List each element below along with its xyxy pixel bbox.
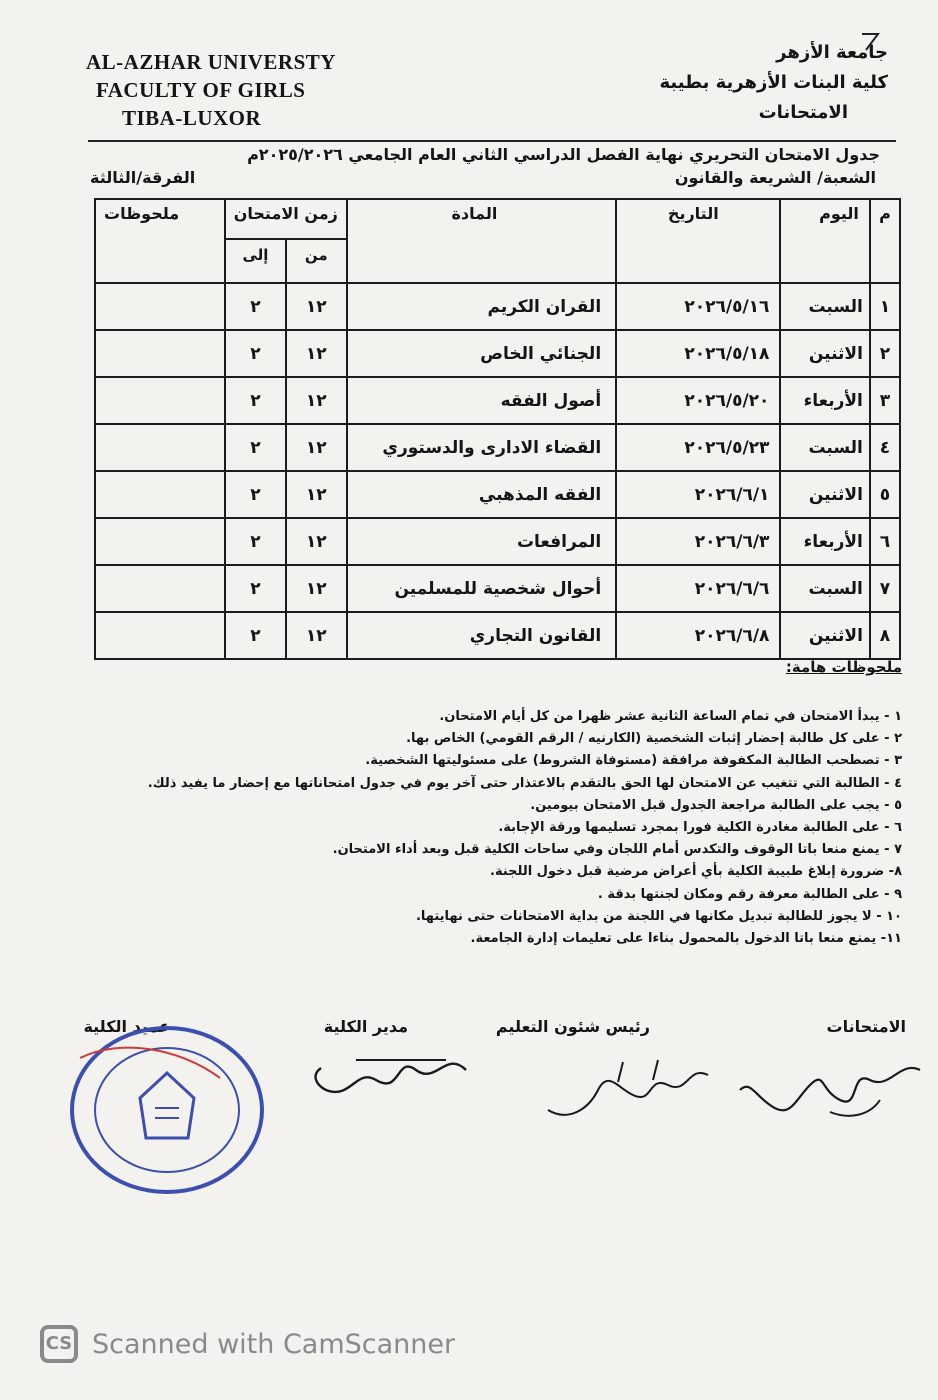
cell-subject: أحوال شخصية للمسلمين xyxy=(347,565,617,612)
handwritten-signature-icon xyxy=(296,1040,476,1120)
signature-dean: عميد الكلية xyxy=(83,1017,170,1036)
cell-notes xyxy=(95,518,225,565)
cell-day: الأربعاء xyxy=(780,377,869,424)
cell-to: ٢ xyxy=(225,424,286,471)
camscanner-watermark xyxy=(40,1325,455,1363)
signature-education-head: رئيس شئون التعليم xyxy=(495,1017,650,1036)
header-notes: ملحوظات xyxy=(95,199,225,283)
cell-notes xyxy=(95,565,225,612)
cell-num: ١ xyxy=(870,283,900,330)
cell-day: السبت xyxy=(780,283,869,330)
cell-from: ١٢ xyxy=(286,424,347,471)
header-subject: المادة xyxy=(347,199,617,283)
cell-notes xyxy=(95,377,225,424)
cell-day: الاثنين xyxy=(780,612,869,659)
arabic-header xyxy=(568,38,888,128)
department-label: الشعبة/ الشريعة والقانون xyxy=(674,168,876,187)
cell-to: ٢ xyxy=(225,612,286,659)
note-item: ٤ - الطالبة التي تتغيب عن الامتحان لها الحق بالتقدم بالاعتذار حتى آخر يوم في جدول امتحاناتها مع إحضار ما يفيد ذلك. xyxy=(147,775,902,791)
cell-num: ٦ xyxy=(870,518,900,565)
table-row xyxy=(95,330,900,377)
header-day: اليوم xyxy=(780,199,869,283)
location-en: TIBA-LUXOR xyxy=(122,106,262,130)
cell-to: ٢ xyxy=(225,565,286,612)
cell-to: ٢ xyxy=(225,471,286,518)
handwritten-signature-icon xyxy=(730,1050,930,1130)
cell-date: ٢٠٢٦/٦/١ xyxy=(616,471,780,518)
camscanner-logo-icon: CS xyxy=(40,1325,78,1363)
faculty-name-ar: كلية البنات الأزهرية بطيبة xyxy=(659,72,888,93)
table-row xyxy=(95,424,900,471)
university-name-ar: جامعة الأزهر xyxy=(776,42,888,63)
cell-day: الاثنين xyxy=(780,330,869,377)
cell-date: ٢٠٢٦/٦/٨ xyxy=(616,612,780,659)
header-to: إلى xyxy=(225,239,286,283)
note-item: ٥ - يجب على الطالبة مراجعة الجدول قبل الامتحان بيومين. xyxy=(530,797,902,813)
cell-subject: القضاء الادارى والدستوري xyxy=(347,424,617,471)
table-row xyxy=(95,283,900,330)
cell-notes xyxy=(95,283,225,330)
cell-day: الاثنين xyxy=(780,471,869,518)
header-num: م xyxy=(870,199,900,283)
exam-table xyxy=(94,198,901,660)
cell-from: ١٢ xyxy=(286,330,347,377)
notes-list xyxy=(142,706,902,950)
cell-subject: الفقه المذهبي xyxy=(347,471,617,518)
table-row xyxy=(95,377,900,424)
university-name-en: AL-AZHAR UNIVERSTY xyxy=(86,50,336,74)
cell-to: ٢ xyxy=(225,377,286,424)
english-header xyxy=(86,48,386,132)
department-exams-ar: الامتحانات xyxy=(758,102,848,123)
cell-notes xyxy=(95,330,225,377)
cell-date: ٢٠٢٦/٥/٢٠ xyxy=(616,377,780,424)
table-row xyxy=(95,565,900,612)
cell-num: ٢ xyxy=(870,330,900,377)
handwritten-signature-icon xyxy=(538,1050,718,1130)
header-divider xyxy=(88,140,896,142)
cell-subject: القران الكريم xyxy=(347,283,617,330)
cell-from: ١٢ xyxy=(286,612,347,659)
cell-num: ٥ xyxy=(870,471,900,518)
cell-date: ٢٠٢٦/٥/١٦ xyxy=(616,283,780,330)
table-row xyxy=(95,518,900,565)
cell-day: الأربعاء xyxy=(780,518,869,565)
schedule-title: جدول الامتحان التحريري نهاية الفصل الدراسي الثاني العام الجامعي ٢٠٢٥/٢٠٢٦م xyxy=(247,145,880,164)
signature-college-director: مدير الكلية xyxy=(323,1017,408,1036)
cell-subject: المرافعات xyxy=(347,518,617,565)
cell-from: ١٢ xyxy=(286,471,347,518)
cell-subject: القانون التجاري xyxy=(347,612,617,659)
note-item: ١٠ - لا يجوز للطالبة تبديل مكانها في اللجنة من بداية الامتحانات حتى نهايتها. xyxy=(415,908,902,924)
header-date: التاريخ xyxy=(616,199,780,283)
cell-subject: أصول الفقه xyxy=(347,377,617,424)
cell-date: ٢٠٢٦/٦/٦ xyxy=(616,565,780,612)
camscanner-text: Scanned with CamScanner xyxy=(92,1328,456,1360)
cell-num: ٤ xyxy=(870,424,900,471)
official-seal-icon xyxy=(60,1018,275,1198)
cell-notes xyxy=(95,471,225,518)
cell-day: السبت xyxy=(780,424,869,471)
cell-num: ٨ xyxy=(870,612,900,659)
table-header-row xyxy=(95,199,900,239)
note-item: ٣ - تصطحب الطالبة المكفوفة مرافقة (مستوفاة الشروط) على مسئوليتها الشخصية. xyxy=(365,753,902,769)
cell-num: ٧ xyxy=(870,565,900,612)
cell-day: السبت xyxy=(780,565,869,612)
notes-heading: ملحوظات هامة: xyxy=(785,658,902,676)
note-item: ٢ - على كل طالبة إحضار إثبات الشخصية (الكارنيه / الرقم القومي) الخاص بها. xyxy=(406,731,902,747)
cell-notes xyxy=(95,612,225,659)
subtitle-row xyxy=(90,168,876,194)
cell-notes xyxy=(95,424,225,471)
note-item: ١ - يبدأ الامتحان في تمام الساعة الثانية عشر ظهرا من كل أيام الامتحان. xyxy=(439,709,902,724)
cell-from: ١٢ xyxy=(286,377,347,424)
cell-from: ١٢ xyxy=(286,283,347,330)
note-item: ٦ - على الطالبة مغادرة الكلية فورا بمجرد تسليمها ورقة الإجابة. xyxy=(498,820,902,836)
faculty-name-en: FACULTY OF GIRLS xyxy=(96,78,306,102)
note-item: ١١- يمنع منعا باتا الدخول بالمحمول بناءا على تعليمات إدارة الجامعة. xyxy=(470,931,902,947)
note-item: ٩ - على الطالبة معرفة رقم ومكان لجنتها بدقة . xyxy=(597,886,902,902)
cell-date: ٢٠٢٦/٥/١٨ xyxy=(616,330,780,377)
year-group-label: الفرقة/الثالثة xyxy=(90,168,196,187)
cell-date: ٢٠٢٦/٦/٣ xyxy=(616,518,780,565)
cell-from: ١٢ xyxy=(286,518,347,565)
header-time: زمن الامتحان xyxy=(225,199,347,239)
cell-to: ٢ xyxy=(225,283,286,330)
signature-exams: الامتحانات xyxy=(826,1017,906,1036)
table-row xyxy=(95,471,900,518)
cell-subject: الجنائي الخاص xyxy=(347,330,617,377)
note-item: ٨- ضرورة إبلاغ طبيبة الكلية بأي أعراض مرضية قبل دخول اللجنة. xyxy=(490,864,902,880)
cell-to: ٢ xyxy=(225,518,286,565)
table-row xyxy=(95,612,900,659)
cell-date: ٢٠٢٦/٥/٢٣ xyxy=(616,424,780,471)
note-item: ٧ - يمنع منعا باتا الوقوف والتكدس أمام اللجان وفي ساحات الكلية قبل وبعد أداء الامتحان. xyxy=(332,842,902,858)
cell-from: ١٢ xyxy=(286,565,347,612)
header-from: من xyxy=(286,239,347,283)
cell-to: ٢ xyxy=(225,330,286,377)
cell-num: ٣ xyxy=(870,377,900,424)
